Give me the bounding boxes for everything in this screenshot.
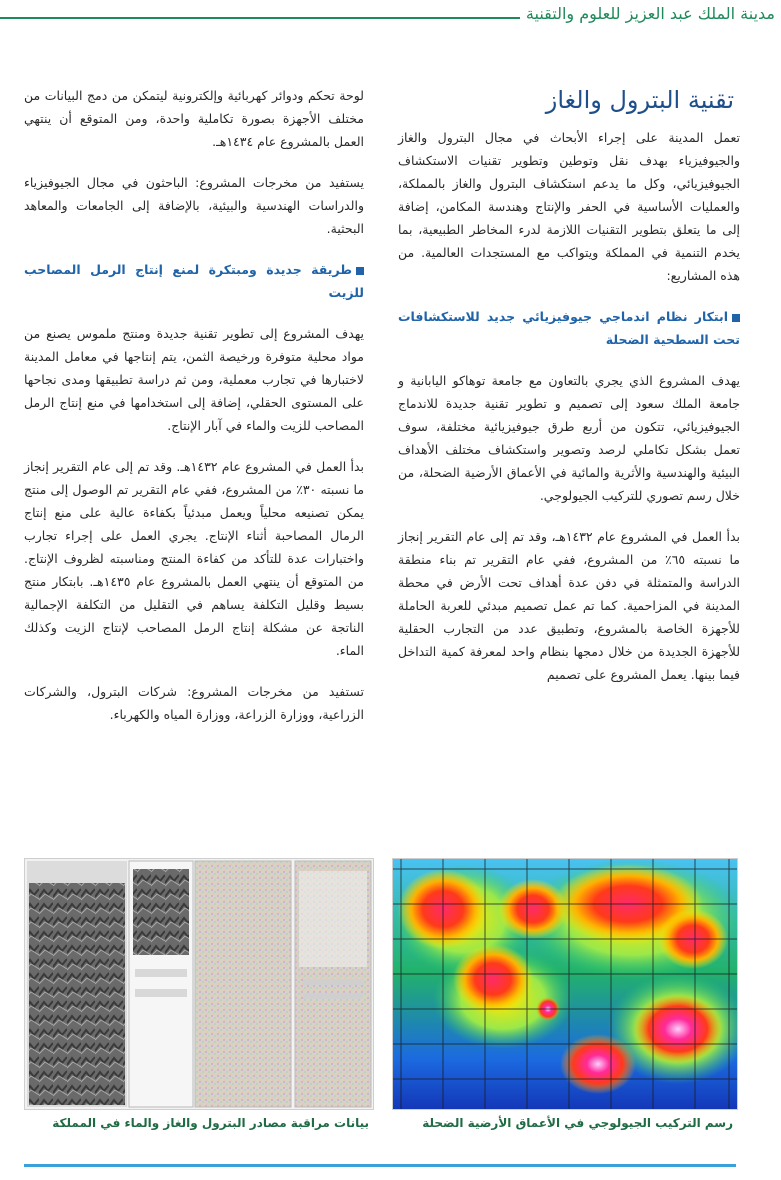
footer-rule [24, 1164, 736, 1167]
left-column [24, 84, 364, 744]
sand-project-progress: بدأ العمل في المشروع عام ١٤٣٢هـ. وقد تم إلى عام التقرير إنجاز ما نسبته ٣٠٪ من المشروع، ففي عام التقرير تم الوصول إلى منتج يمكن تصنيعه محلياً ويعمل مبدئياً بكفاءة عالية على منع إنتاج الرمال المصاحبة أثناء الإنتاج. يجري العمل على إجراء تجارب واختبارات عدة للتأكد من كفاءة المنتج ومناسبته لظروف الإنتاج. من المتوقع أن ينتهي العمل بالمشروع عام ١٤٣٥هـ. بابتكار منتج بسيط وقليل التكلفة يساهم في التقليل من التكلفة الإجمالية الناتجة عن مشكلة إنتاج الرمل المصاحب لإنتاج الزيت وكذلك الماء. [24, 459, 365, 658]
monitoring-data-image [24, 858, 374, 1110]
subheading-text: ابتكار نظام اندماجي جيوفيزيائي جديد للاستكشافات تحت السطحية الضحلة [398, 309, 740, 347]
beneficiaries-paragraph: يستفيد من مخرجات المشروع: الباحثون في مجال الجيوفيزياء والدراسات الهندسية والبيئية، بالإضافة إلى الجامعات والمعاهد البحثية. [24, 175, 364, 236]
subheading-geophysics [398, 305, 740, 351]
monitoring-graphic [25, 859, 373, 1109]
subheading-text: طريقة جديدة ومبتكرة لمنع إنتاج الرمل المصاحب للزيت [24, 262, 364, 300]
continuation-paragraph: لوحة تحكم ودوائر كهربائية وإلكترونية ليتمكن من دمج البيانات من مختلف الأجهزة بصورة تكاملية واحدة، ومن المتوقع أن ينتهي العمل بالمشروع عام ١٤٣٤هـ. [24, 88, 364, 149]
project-description-paragraph: يهدف المشروع الذي يجري بالتعاون مع جامعة توهاكو اليابانية و جامعة الملك سعود إلى تصميم و تطوير تقنية جديدة للاندماج الجيوفيزيائي، تتكون من أربع طرق جيوفيزيائية مختلفة، سوف تعمل بشكل تكاملي لرصد وتصوير واستكشاف مختلف الأهداف البيئية والهندسية والأثرية والمائية في الأعماق الأرضية الضحلة، من خلال رسم تصوري للتركيب الجيولوجي. [398, 373, 740, 503]
page-header [0, 0, 781, 32]
heatmap-graphic [393, 859, 737, 1109]
subheading-sand-production [24, 258, 364, 304]
left-figure-caption: بيانات مراقبة مصادر البترول والغاز والماء في المملكة [52, 1116, 369, 1130]
sand-project-beneficiaries: تستفيد من مخرجات المشروع: شركات البترول، والشركات الزراعية، ووزارة الزراعة، ووزارة المياه والكهرباء. [24, 684, 364, 722]
geological-structure-image [392, 858, 738, 1110]
header-title: مدينة الملك عبد العزيز للعلوم والتقنية [525, 4, 775, 23]
section-title: تقنية البترول والغاز [545, 86, 734, 114]
square-bullet-icon [356, 267, 364, 275]
sand-project-description: يهدف المشروع إلى تطوير تقنية جديدة ومنتج ملموس يصنع من مواد محلية متوفرة ورخيصة الثمن، يتم إنتاجها في معامل المدينة لاختبارها في تجارب معملية، ومن ثم دراسة تطبيقها ومدى نجاحها على المستوى الحقلي، إضافة إلى استخدامها في منع إنتاج الرمل المصاحب للزيت والماء في آبار الإنتاج. [24, 326, 364, 433]
project-progress-paragraph: بدأ العمل في المشروع عام ١٤٣٢هـ، وقد تم إلى عام التقرير إنجاز ما نسبته ٦٥٪ من المشروع، ففي عام التقرير تم بناء منطقة الدراسة والمتمثلة في دفن عدة أهداف تحت الأرض في محطة المدينة في المزاحمية. كما تم عمل تصميم مبدئي للعربة الحاملة للأجهزة الخاصة بالمشروع، وتطبيق عدد من التجارب الحقلية للأجهزة الجديدة من خلال دمجها بنظام واحد لمعرفة كمية التداخل فيما بينها. يعمل المشروع على تصميم [398, 529, 740, 682]
right-figure-caption: رسم التركيب الجيولوجي في الأعماق الأرضية الضحلة [422, 1116, 733, 1130]
header-rule [0, 17, 520, 19]
square-bullet-icon [732, 314, 740, 322]
right-column [398, 84, 740, 704]
intro-paragraph: تعمل المدينة على إجراء الأبحاث في مجال البترول والغاز والجيوفيزياء بهدف نقل وتوطين وتطوير تقنيات الاستكشاف الجيوفيزيائي، وكل ما يدعم استكشاف البترول والغاز بالمملكة، والعمليات الأساسية في الحفر والإنتاج وهندسة المكامن، إضافة إلى ما يتعلق بتطوير التقنيات اللازمة لدرء المخاطر الطبيعية، بما يخدم التنمية في المملكة ويتواكب مع المستجدات العالمية. من هذه المشاريع: [398, 130, 740, 283]
